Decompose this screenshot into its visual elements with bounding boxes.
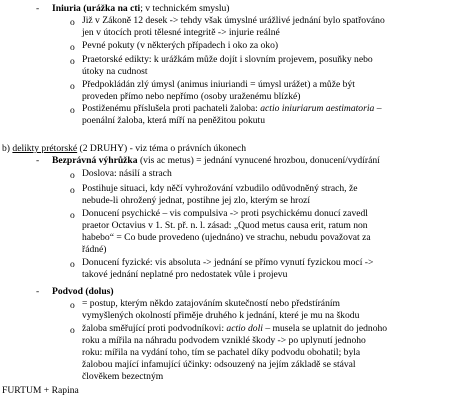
section-heading-iniuria: Iniuria (urážka na cti; v technickém smyslu) [52,3,230,14]
bullet-icon: o [70,81,75,92]
list-item-line: roku: mířila na vydání toho, tím se pachatel díky podvodu obohatil; byla [82,347,361,358]
list-item-line: Předpokládán zlý úmysl (animus iniuriandi = úmysl urážet) a může být [82,79,355,90]
bullet-icon: o [70,105,75,116]
list-item-line: jen v útocích proti tělesné integritě -> injurie reálné [82,27,280,38]
bullet-icon: o [70,17,75,28]
list-item-line: útoky na cudnost [82,66,148,77]
list-item-line: Donucení psychické – vis compulsiva -> proti psychickému donucí zavedl [82,208,368,219]
bullet-icon: o [70,42,75,53]
list-item-line: Doslova: násilí a strach [82,168,172,179]
list-item-line: nebude-li ohrožený jednat, postihne jej zlo, kterým se hrozí [82,195,311,206]
list-item-line: = postup, kterým někdo zatajováním skutečností nebo předstíráním [82,298,340,309]
list-item-line: Praetorské edikty: k urážkám může dojít i slovním projevem, posuňky nebo [82,54,373,65]
list-item-line: habebo“ = Co bude provedeno (ujednáno) ve strachu, nebudu považovat za [82,232,371,243]
list-item-line: proveden přímo nebo nepřímo (osoby uraženému blízké) [82,91,301,102]
list-item-line: roku a mířila na náhradu podvodem vzniklé škody -> po uplynutí jednoho [82,335,366,346]
list-item-line: Postiženému příslušela proti pachateli žaloba: actio iniuriarum aestimatoria – [82,103,382,114]
list-dash: - [36,286,40,297]
list-item-line: Donucení fyzické: vis absoluta -> jednání se přímo vynutí fyzickou mocí -> [82,257,374,268]
list-item-line: člověkem bezectným [82,371,164,382]
bullet-icon: o [70,56,75,67]
list-item-line: řádné) [82,244,107,255]
list-item-line: poenální žaloba, která míří na peněžitou pokutu [82,115,266,126]
list-dash: - [36,155,40,166]
section-heading-podvod: Podvod (dolus) [52,286,114,297]
section-b-heading: b) delikty prétorské (2 DRUHY) - viz téma o právních úkonech [2,143,247,154]
bullet-icon: o [70,259,75,270]
footer-text: FURTUM + Rapina [2,385,79,396]
list-item-line: Již v Zákoně 12 desek -> tehdy však úmyslné urážlivé jednání bylo spatřováno [82,15,385,26]
list-item-line: Pevné pokuty (v některých případech i oko za oko) [82,40,279,51]
list-item-line: takové jednání neplatné pro nedostatek vůle i projevu [82,269,288,280]
bullet-icon: o [70,170,75,181]
list-dash: - [36,3,40,14]
section-heading-vyhruzka: Bezprávná výhrůžka (vis ac metus) = jednání vynucené hrozbou, donucení/vydírání [52,155,380,166]
bullet-icon: o [70,325,75,336]
bullet-icon: o [70,300,75,311]
list-item-line: žalobou mající infamující účinky: odsouzený na jejím základě se stával [82,359,356,370]
list-item-line: Postihuje situaci, kdy něčí vyhrožování vzbudilo odůvodněný strach, že [82,183,358,194]
list-item-line: žaloba směřující proti podvodníkovi: actio doli – musela se uplatnit do jednoho [82,323,388,334]
list-item-line: praetor Octavius v 1. St. př. n. l. zásad: „Quod metus causa erit, ratum non [82,220,368,231]
bullet-icon: o [70,185,75,196]
list-item-line: vymyšlených okolností přiměje druhého k jednání, které je mu na škodu [82,310,360,321]
bullet-icon: o [70,210,75,221]
